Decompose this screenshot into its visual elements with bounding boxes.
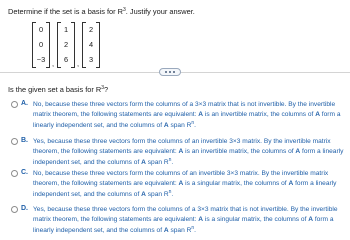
- option-b[interactable]: [11, 137, 347, 167]
- option-letter: A.: [21, 100, 28, 107]
- ellipsis-icon: [165, 71, 167, 73]
- radio-button[interactable]: [11, 138, 18, 145]
- radio-button[interactable]: [11, 101, 18, 108]
- radio-button[interactable]: [11, 170, 18, 177]
- radio-button[interactable]: [11, 206, 18, 213]
- vector-entry: −3: [36, 55, 46, 64]
- vector-entry: 0: [38, 40, 44, 49]
- option-text: No, because these three vectors form the columns of an invertible 3×3 matrix. By the invertible matrix theorem, the following statements are equivalent: A is a singular matrix, the columns of A form a linearly independent set, and the columns of A span $R^n$.: [33, 170, 337, 198]
- option-letter: D.: [21, 205, 28, 212]
- option-text: Yes, because these three vectors form the columns of a 3×3 matrix that is not invertible. By the invertible matrix theorem, the following statements are equivalent: A is a singular matrix, the columns of A form a linearly independent set, and the columns of A span $R^n$.: [33, 206, 338, 234]
- question-text: Determine if the set is a basis for $R^3$. Justify your answer.: [8, 7, 195, 16]
- vector-3: [82, 22, 100, 68]
- option-text: Yes, because these three vectors form the columns of an invertible 3×3 matrix. By the invertible matrix theorem, the following statements are equivalent: A is an invertible matrix, the columns of A form a linearly independent set, and the columns of A span $R^n$.: [33, 138, 344, 166]
- prompt-text: Is the given set a basis for $R^3$?: [8, 85, 109, 94]
- option-letter: B.: [21, 137, 28, 144]
- vector-2: [57, 22, 75, 68]
- vector-entry: 2: [63, 40, 69, 49]
- vector-1: [32, 22, 50, 68]
- option-a[interactable]: [11, 100, 347, 130]
- show-more-button[interactable]: [159, 68, 181, 76]
- vector-entry: 0: [38, 25, 44, 34]
- vector-entry: 4: [88, 40, 94, 49]
- vector-entry: 1: [63, 25, 69, 34]
- vector-entry: 2: [88, 25, 94, 34]
- option-c[interactable]: [11, 169, 347, 199]
- option-text: No, because these three vectors form the columns of a 3×3 matrix that is not invertible. By the invertible matrix theorem, the following statements are equivalent: A is an invertible matrix, the columns of A form a linearly independent set, and the columns of A span $R^n$.: [33, 101, 341, 129]
- vector-entry: 3: [88, 55, 94, 64]
- option-letter: C.: [21, 169, 28, 176]
- vector-entry: 6: [63, 55, 69, 64]
- option-d[interactable]: [11, 205, 347, 235]
